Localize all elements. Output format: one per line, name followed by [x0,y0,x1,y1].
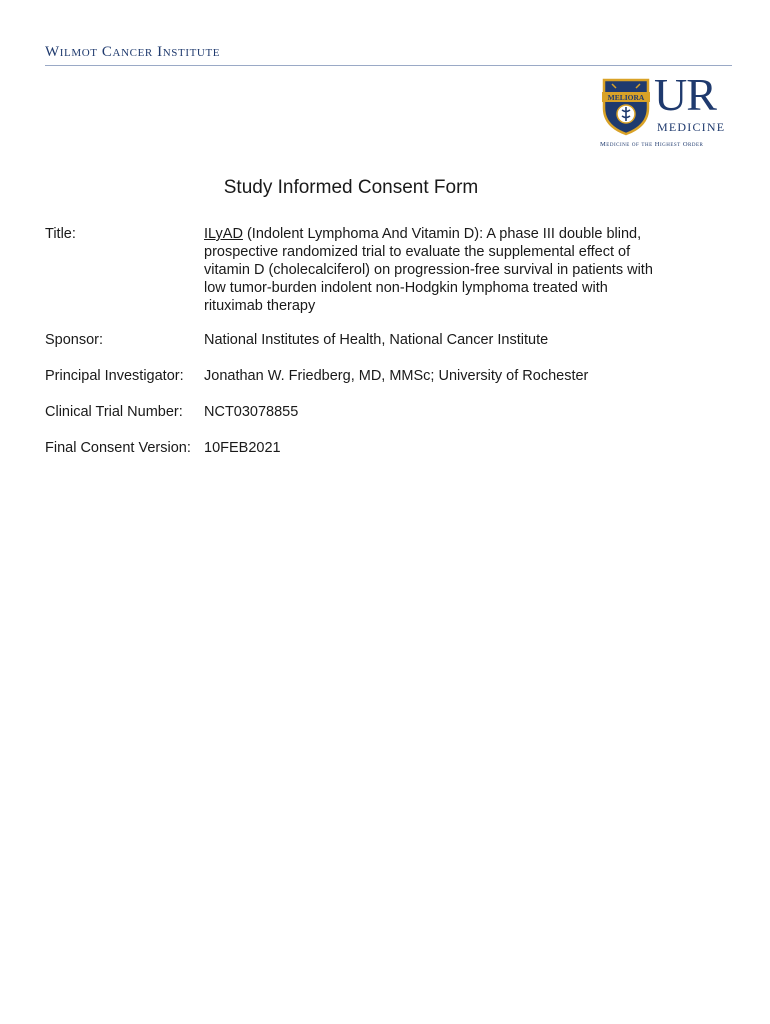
version-value: 10FEB2021 [204,440,281,456]
pi-label: Principal Investigator: [45,368,184,384]
header-divider [45,65,732,66]
sponsor-label: Sponsor: [45,332,104,348]
sponsor-value: National Institutes of Health, National Cancer Institute [204,332,549,348]
trial-number-label: Clinical Trial Number: [45,404,183,420]
logo-ur: UR [654,69,716,120]
university-seal-icon [598,76,654,136]
version-label: Final Consent Version: [45,440,191,456]
pi-value: Jonathan W. Friedberg, MD, MMSc; University of Rochester [204,368,589,384]
institute-name: Wilmot Cancer Institute [45,44,221,60]
document-heading: Study Informed Consent Form [223,177,479,198]
trial-title-text: (Indolent Lymphoma And Vitamin D): A phase III double blind, prospective randomized trial to evaluate the supplemental effect of vitamin D (cholecalciferol) on progression-free survival in patients with low tumor-burden indolent non-Hodgkin lymphoma treated with rituximab therapy [204,226,653,314]
title-label: Title: [45,226,76,242]
trial-number-value: NCT03078855 [204,404,299,420]
seal-motto: MELIORA [607,93,645,102]
trial-acronym: ILyAD [204,226,243,242]
logo-medicine: MEDICINE [657,120,726,134]
logo-tagline: Medicine of the Highest Order [600,141,704,148]
title-value [204,225,654,315]
ur-medicine-logo [598,69,734,150]
